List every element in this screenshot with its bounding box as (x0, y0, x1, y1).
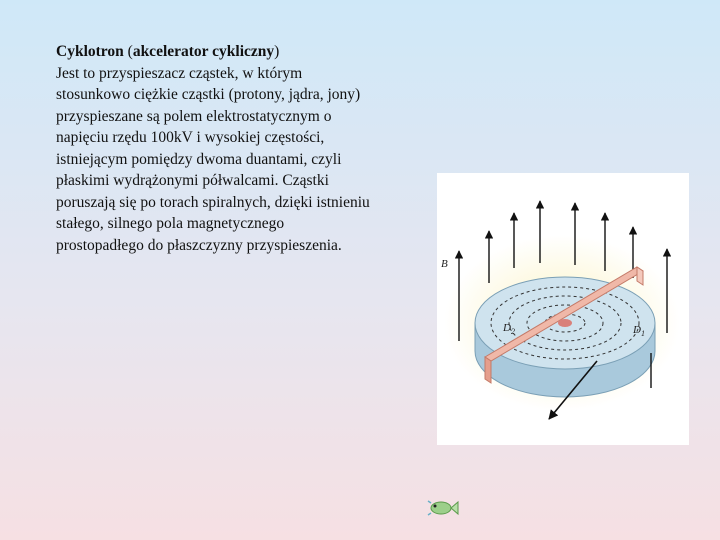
fish-nav-button[interactable] (424, 495, 460, 521)
title-paren-open: ( (123, 43, 133, 60)
title-cyklotron: Cyklotron (56, 43, 124, 60)
body-line: prostopadłego do płaszczyzny przyspieszenia. (56, 236, 342, 254)
title-akcelerator: akcelerator cykliczny (132, 43, 275, 60)
body-line: stałego, silnego pola magnetycznego (56, 215, 285, 232)
dee-left-label: $D_2$ (503, 322, 515, 336)
body-line: przyspieszane są polem elektrostatycznym o (56, 107, 332, 125)
ion-source (558, 319, 572, 327)
body-line: napięciu rzędu 100kV i wysokiej częstości, (56, 129, 325, 146)
body-line: istniejącym pomiędzy dwoma duantami, czyli (56, 150, 342, 168)
slide-text (56, 41, 436, 256)
slide-title (56, 41, 436, 63)
fish-nav-icon (424, 495, 460, 521)
cyclotron-figure (437, 173, 689, 445)
body-line: poruszają się po torach spiralnych, dzięki istnieniu (56, 193, 370, 211)
title-paren-close: ) (274, 43, 280, 60)
cyclotron-illustration (437, 173, 689, 445)
body-line: stosunkowo ciężkie cząstki (protony, jądra, jony) (56, 86, 361, 103)
body-line: płaskimi wydrążonymi półwalcami. Cząstki (56, 172, 329, 189)
field-label: B (441, 258, 448, 270)
dee-right-label: $D_1$ (633, 324, 645, 338)
body-line: Jest to przyspieszacz cząstek, w którym (56, 64, 303, 82)
